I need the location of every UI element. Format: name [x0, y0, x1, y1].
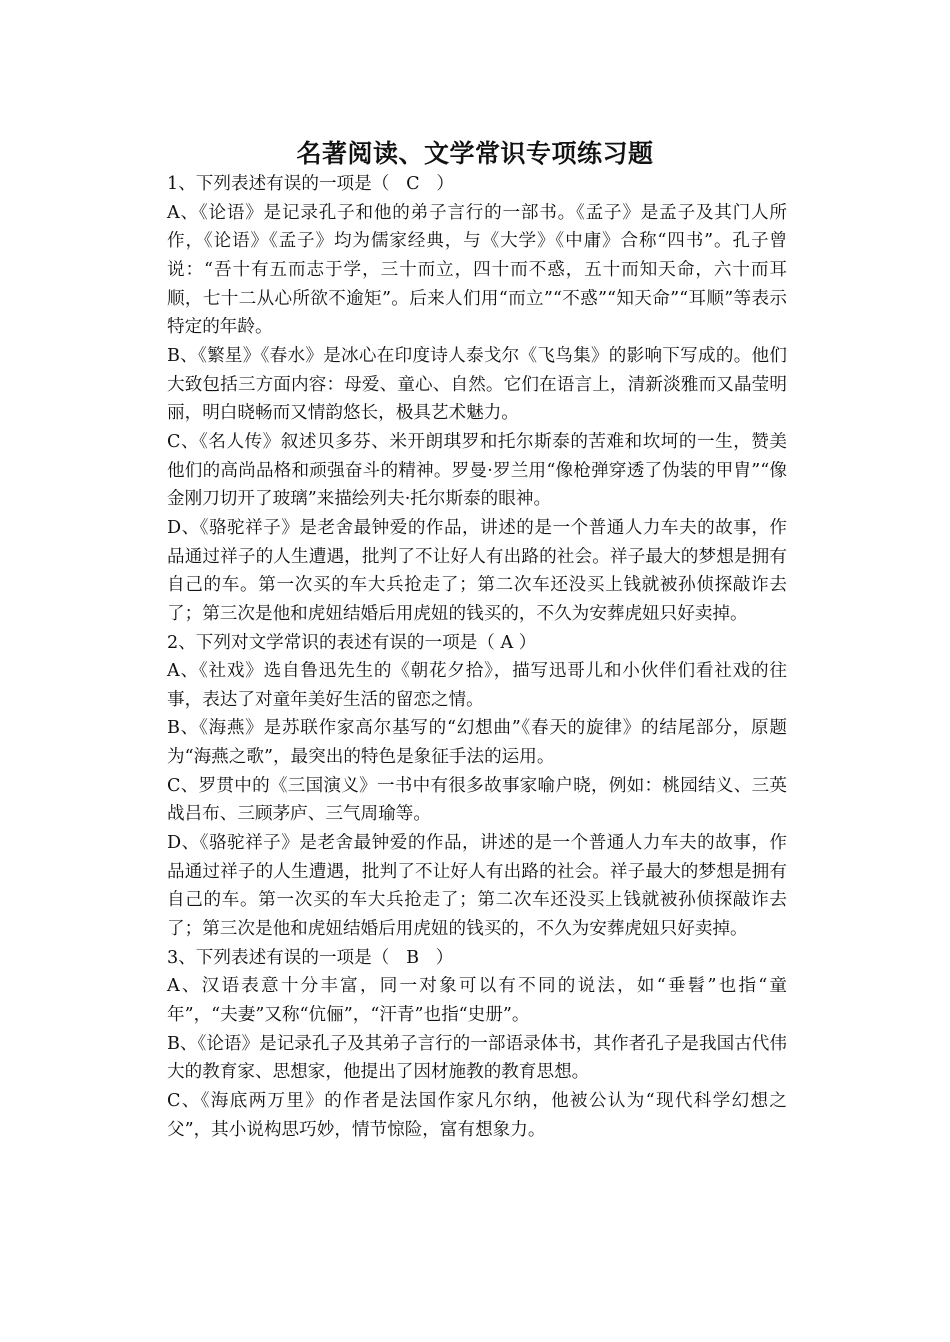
question-1-option-b: B、《繁星》《春水》是冰心在印度诗人泰戈尔《飞鸟集》的影响下写成的。他们大致包括三方面内容：母爱、童心、自然。它们在语言上，清新淡雅而又晶莹明丽，明白晓畅而又情韵悠长，极具艺术魅力。 [167, 345, 787, 424]
question-3-option-b: B、《论语》是记录孔子及其弟子言行的一部语录体书，其作者孔子是我国古代伟大的教育家、思想家，他提出了因材施教的教育思想。 [167, 1033, 787, 1083]
question-1-option-c: C、《名人传》叙述贝多芬、米开朗琪罗和托尔斯泰的苦难和坎坷的一生，赞美他们的高尚品格和顽强奋斗的精神。罗曼·罗兰用“像枪弹穿透了伪装的甲胄”“像金刚刀切开了玻璃”来描绘列夫·托尔斯泰的眼神。 [167, 431, 787, 510]
document-title: 名著阅读、文学常识专项练习题 [296, 139, 654, 168]
question-2-option-a: A、《社戏》选自鲁迅先生的《朝花夕拾》，描写迅哥儿和小伙伴们看社戏的往事，表达了对童年美好生活的留恋之情。 [167, 661, 787, 710]
question-1-option-d: D、《骆驼祥子》是老舍最钟爱的作品，讲述的是一个普通人力车夫的故事，作品通过祥子的人生遭遇，批判了不让好人有出路的社会。祥子最大的梦想是拥有自己的车。第一次买的车大兵抢走了；第二次车还没买上钱就被孙侦探敲诈去了；第三次是他和虎妞结婚后用虎妞的钱买的，不久为安葬虎妞只好卖掉。 [167, 517, 787, 624]
question-2-option-c: C、罗贯中的《三国演义》一书中有很多故事家喻户晓，例如：桃园结义、三英战吕布、三顾茅庐、三气周瑜等。 [167, 775, 787, 825]
question-3-option-c: C、《海底两万里》的作者是法国作家凡尔纳，他被公认为“现代科学幻想之父”，其小说构思巧妙，情节惊险，富有想象力。 [167, 1091, 787, 1140]
question-1-stem: 1、下列表述有误的一项是（ C ） [167, 174, 454, 194]
document-body [167, 170, 787, 1144]
question-2-option-d: D、《骆驼祥子》是老舍最钟爱的作品，讲述的是一个普通人力车夫的故事，作品通过祥子的人生遭遇，批判了不让好人有出路的社会。祥子最大的梦想是拥有自己的车。第一次买的车大兵抢走了；第二次车还没买上钱就被孙侦探敲诈去了；第三次是他和虎妞结婚后用虎妞的钱买的，不久为安葬虎妞只好卖掉。 [167, 833, 787, 940]
question-2-option-b: B、《海燕》是苏联作家高尔基写的“幻想曲”《春天的旋律》的结尾部分，原题为“海燕之歌”，最突出的特色是象征手法的运用。 [167, 718, 787, 768]
question-3-stem: 3、下列表述有误的一项是（ B ） [167, 947, 454, 968]
question-2-stem: 2、下列对文学常识的表述有误的一项是（ A ） [167, 632, 537, 653]
question-3-option-a: A、汉语表意十分丰富，同一对象可以有不同的说法，如“垂髫”也指“童年”，“夫妻”又称“伉俪”，“汗青”也指“史册”。 [167, 976, 787, 1026]
question-1-option-a: A、《论语》是记录孔子和他的弟子言行的一部书。《孟子》是孟子及其门人所作，《论语》《孟子》均为儒家经典，与《大学》《中庸》合称“四书”。孔子曾说：“吾十有五而志于学，三十而立，四十而不惑，五十而知天命，六十而耳顺，七十二从心所欲不逾矩”。后来人们用“而立”“不惑”“知天命”“耳顺”等表示特定的年龄。 [167, 202, 787, 338]
